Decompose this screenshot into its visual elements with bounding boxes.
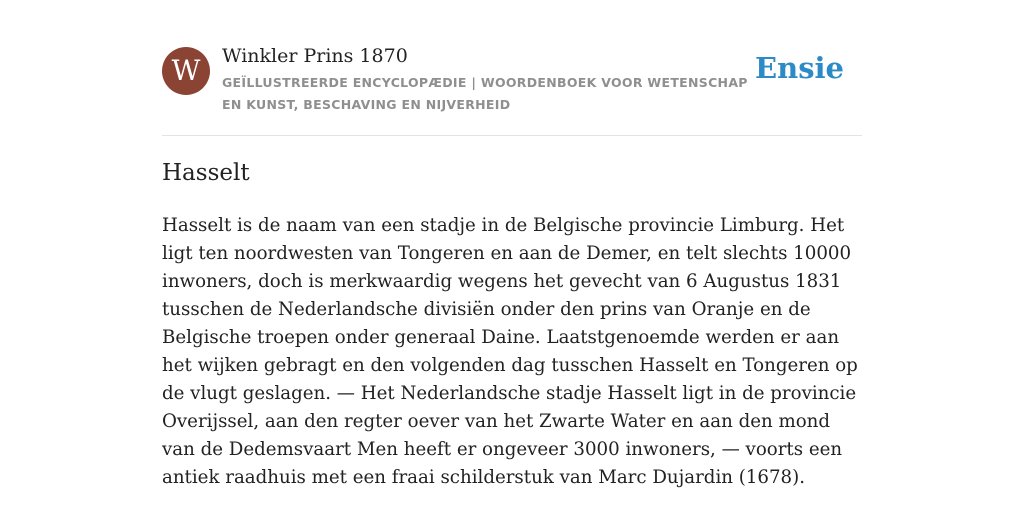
page-header xyxy=(162,44,862,136)
article-title: Hasselt xyxy=(162,160,250,186)
article-body: Hasselt is de naam van een stadje in de Belgische provincie Limburg. Het ligt ten noordwesten van Tongeren en aan de Demer, en telt slechts 10000 inwoners, doch is merkwaardig wegens het gevecht van 6 Augustus 1831 tusschen de Nederlandsche divisiën onder den prins van Oranje en de Belgische troepen onder generaal Daine. Laatstgenoemde werden er aan het wijken gebragt en den volgenden dag tusschen Hasselt en Tongeren op de vlugt geslagen. — Het Nederlandsche stadje Hasselt ligt in de provincie Overijssel, aan den regter oever van het Zwarte Water en aan den mond van de Dedemsvaart Men heeft er ongeveer 3000 inwoners, — voorts een antiek raadhuis met een fraai schilderstuk van Marc Dujardin (1678). xyxy=(162,215,858,488)
source-subtitle: GEÏLLUSTREERDE ENCYCLOPÆDIE | WOORDENBOEK VOOR WETENSCHAP EN KUNST, BESCHAVING EN NIJVERHEID xyxy=(222,75,748,112)
source-title[interactable]: Winkler Prins 1870 xyxy=(222,45,408,67)
source-avatar[interactable]: W xyxy=(162,47,210,95)
brand-logo[interactable]: Ensie xyxy=(755,51,844,85)
